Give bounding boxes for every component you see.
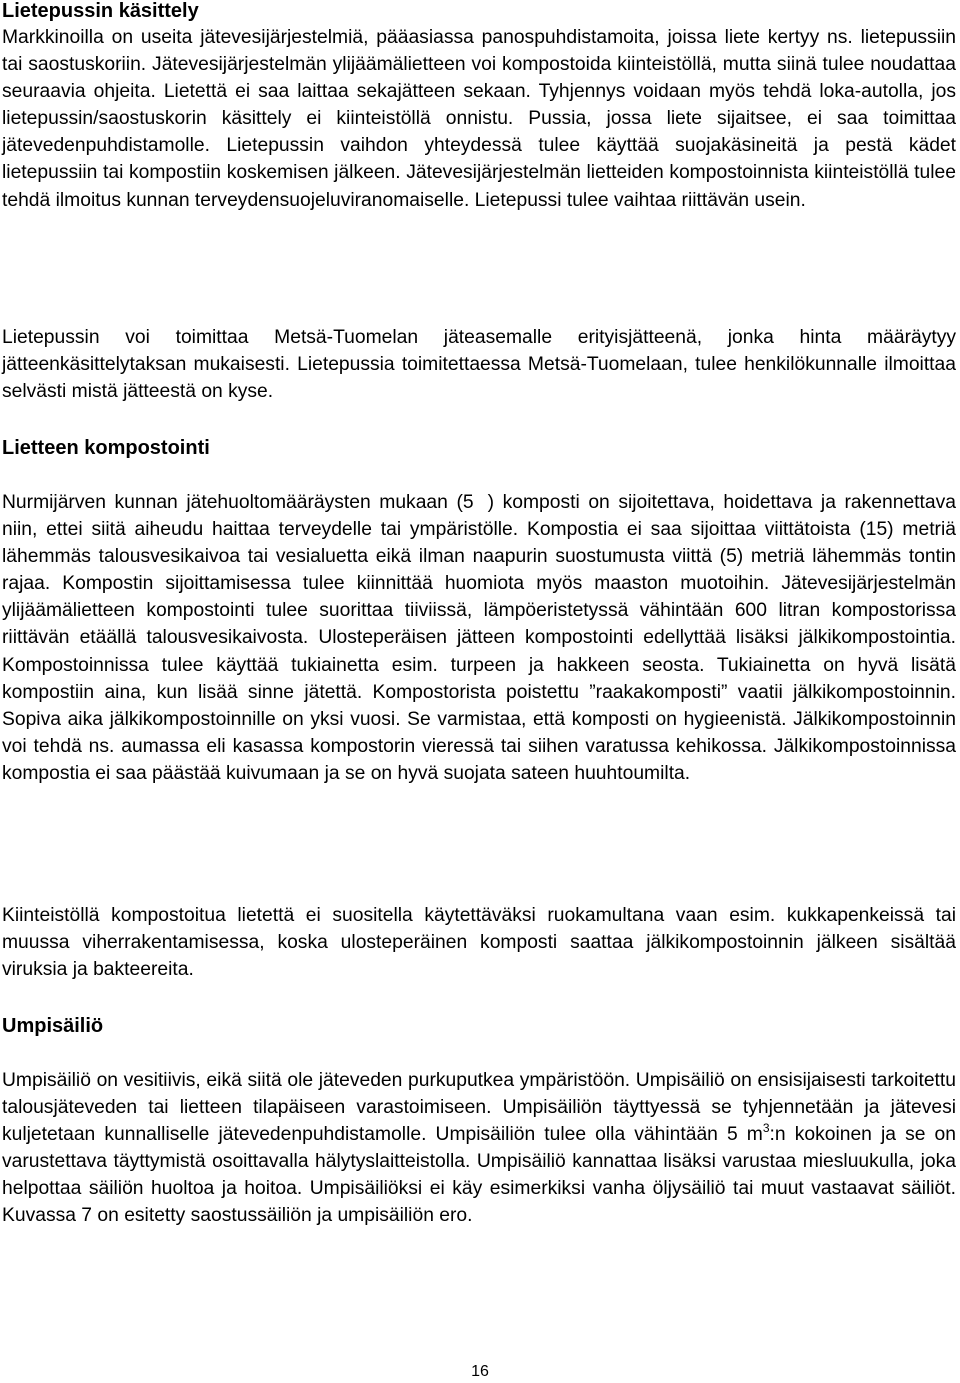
paragraph-kompostointi-start: Nurmijärven kunnan jätehuoltomääräysten mukaan (5 — [2, 492, 474, 513]
superscript-cubic: 3 — [762, 1121, 770, 1136]
paragraph-kompostointi-ohjeet — [2, 489, 956, 787]
paragraph-umpisailio-rest: :n kokoinen ja se on varustettava täyttymistä osoittavalla hälytyslaitteistolla. Umpisäiliö kannattaa lisäksi varustaa miesluukulla, joka helpottaa säiliön huoltoa ja hoitoa. Umpisäiliöksi ei käy esimerkiksi vanha öljysäiliö tai muut vastaavat säiliöt. Kuvassa 7 on esitetty saostussäiliön ja umpisäiliön ero. — [2, 1124, 956, 1227]
page-number: 16 — [471, 1363, 489, 1380]
section-heading-lietteen-kompostointi: Lietteen kompostointi — [2, 437, 210, 459]
paragraph-lietepussi-ohjeet: Markkinoilla on useita jätevesijärjestelmiä, pääasiassa panospuhdistamoita, joissa liete kertyy ns. lietepussiin tai saostuskoriin. Jätevesijärjestelmän ylijäämälietteen voi kompostoida kiinteistöllä, mutta siinä tulee noudattaa seuraavia ohjeita. Lietettä ei saa laittaa sekajätteen sekaan. Tyhjennys voidaan myös tehdä loka-autolla, jos lietepussin/saostuskorin käsittely ei kiinteistöllä onnistu. Pussia, jossa liete sijaitsee, ei saa toimittaa jätevedenpuhdistamolle. Lietepussin vaihdon yhteydessä tulee käyttää suojakäsineitä ja pestä kädet lietepussiin tai kompostiin koskemisen jälkeen. Jätevesijärjestelmän lietteiden kompostoinnista kiinteistöllä tulee tehdä ilmoitus kunnan terveydensuojeluviranomaiselle. Lietepussi tulee vaihtaa riittävän usein. — [2, 27, 956, 211]
paragraph-kompostointi-rest: ) komposti on sijoitettava, hoidettava ja rakennettava niin, ettei siitä aiheudu haittaa terveydelle tai ympäristölle. Kompostia ei saa sijoittaa viittätoista (15) metriä lähemmäs talousvesikaivoa tai vesialuetta eikä ilman naapurin suostumusta viittä (5) metriä lähemmäs tontin rajaa. Kompostin sijoittamisessa tulee kiinnittää huomiota myös maaston muotoihin. Jätevesijärjestelmän ylijäämälietteen kompostointi tulee suorittaa tiiviissä, lämpöeristetyssä vähintään 600 litran kompostorissa riittävän etäällä talousvesikaivosta. Ulosteperäisen jätteen kompostointi edellyttää lisäksi jälkikompostointia. Kompostoinnissa tulee käyttää tukiainetta esim. turpeen ja hakkeen seosta. Tukiainetta on hyvä lisätä kompostiin aina, kun lisää sinne jätettä. Kompostorista poistettu ”raakakomposti” vaatii jälkikompostoinnin. Sopiva aika jälkikompostoinnille on yksi vuosi. Se varmistaa, että komposti on hygieenistä. Jälkikompostoinnin voi tehdä ns. aumassa eli kasassa kompostorin vieressä tai siihen varatussa kehikossa. Jälkikompostoinnissa kompostia ei saa päästää kuivumaan ja se on hyvä suojata sateen huuhtoumilta. — [2, 492, 956, 784]
paragraph-ruokamulta: Kiinteistöllä kompostoitua lietettä ei suositella käytettäväksi ruokamultana vaan esim. kukkapenkeissä tai muussa viherrakentamisessa, koska ulosteperäinen komposti saattaa jälkikompostoinnin jälkeen sisältää viruksia ja bakteereita. — [2, 905, 956, 981]
paragraph-umpisailio-start: Umpisäiliö on vesitiivis, eikä siitä ole jäteveden purkuputkea ympäristöön. Umpisäiliö on ensisijaisesti tarkoitettu talousjäteveden tai lietteen tilapäiseen varastoimiseen. Umpisäiliön täyttyessä se tyhjennetään ja jätevesi kuljetetaan kunnalliselle jätevedenpuhdistamolle. Umpisäiliön tulee olla vähintään 5 m — [2, 1070, 956, 1146]
section-heading-umpisailio: Umpisäiliö — [2, 1015, 104, 1037]
paragraph-metsa-tuomela: Lietepussin voi toimittaa Metsä-Tuomelan jäteasemalle erityisjätteenä, jonka hinta määräytyy jätteenkäsittelytaksan mukaisesti. Lietepussia toimitettaessa Metsä-Tuomelaan, tulee henkilökunnalle ilmoittaa selvästi mistä jätteestä on kyse. — [2, 327, 956, 403]
paragraph-umpisailio — [2, 1067, 956, 1230]
section-heading-lietepussin-kasittely: Lietepussin käsittely — [2, 0, 199, 22]
